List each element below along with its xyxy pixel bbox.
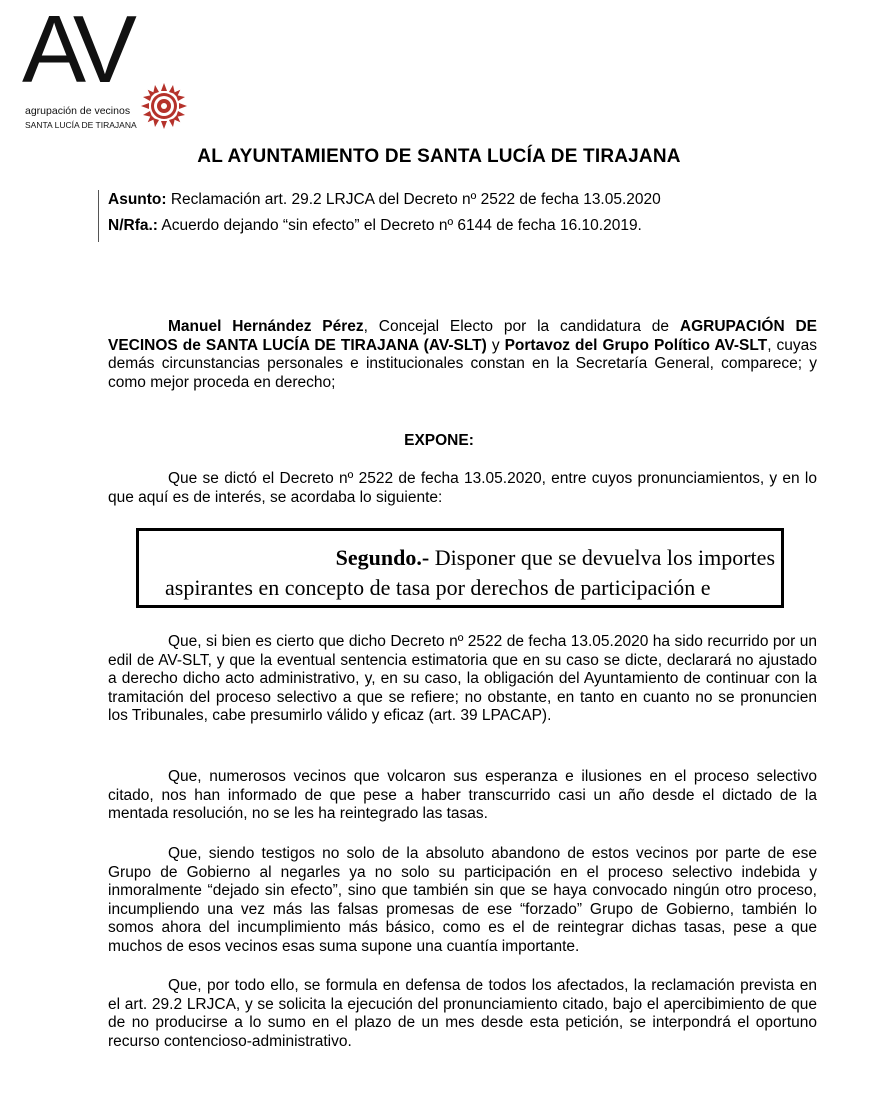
subject-label: Asunto: bbox=[108, 191, 167, 208]
logo-letters: AV bbox=[22, 0, 131, 103]
quote-line-1 bbox=[139, 543, 781, 573]
subject-text: Reclamación art. 29.2 LRJCA del Decreto nº 2522 de fecha 13.05.2020 bbox=[166, 191, 661, 208]
intro-text-2: y bbox=[486, 336, 505, 354]
logo-line-1: agrupación de vecinos bbox=[25, 105, 131, 117]
paragraph-1: Que se dictó el Decreto nº 2522 de fecha 13.05.2020, entre cuyos pronunciamientos, y en lo que aquí es de interés, se acordaba lo siguiente: bbox=[108, 470, 817, 506]
subject-line bbox=[108, 190, 700, 210]
reference-block bbox=[98, 190, 700, 242]
author-role: Portavoz del Grupo Político AV-SLT bbox=[504, 336, 768, 354]
section-heading: EXPONE: bbox=[404, 432, 474, 449]
quote-bold-label: Segundo.- bbox=[335, 545, 430, 570]
document-title: AL AYUNTAMIENTO DE SANTA LUCÍA DE TIRAJANA bbox=[197, 146, 681, 167]
logo-line-2: SANTA LUCÍA DE TIRAJANA bbox=[25, 120, 137, 130]
paragraph-2: Que, si bien es cierto que dicho Decreto nº 2522 de fecha 13.05.2020 ha sido recurrido por un edil de AV-SLT, y que la eventual sentencia estimatoria que en su caso se dicte, declarará no ajustado a derecho dicho acto administrativo, y, en su caso, la obligación del Ayuntamiento de continuar con la tramitación del proceso selectivo a que se refiere; no obstante, en tanto en cuanto no se pronuncien los Tribunales, cabe presumirlo válido y eficaz (art. 39 LPACAP). bbox=[108, 633, 817, 725]
reference-text: Acuerdo dejando “sin efecto” el Decreto nº 6144 de fecha 16.10.2019. bbox=[157, 217, 642, 234]
intro-paragraph bbox=[108, 318, 817, 392]
sun-emblem-icon bbox=[140, 82, 188, 130]
quote-line-1-text: Disponer que se devuelva los importes bbox=[429, 545, 775, 570]
intro-text-3: , cuyas demás circunstancias personales e institucionales constan en la Secretaría General, comparece; y como mejor proceda en derecho; bbox=[108, 336, 817, 391]
author-name: Manuel Hernández Pérez bbox=[168, 318, 364, 335]
organization-logo bbox=[22, 0, 202, 130]
quote-line-2: aspirantes en concepto de tasa por derechos de participación e bbox=[165, 575, 711, 600]
reference-line bbox=[108, 216, 700, 236]
party-name: AGRUPACIÓN DE VECINOS de SANTA LUCÍA DE TIRAJANA (AV-SLT) bbox=[108, 318, 818, 354]
intro-text-1: , Concejal Electo por la candidatura de bbox=[363, 318, 680, 335]
paragraph-5: Que, por todo ello, se formula en defensa de todos los afectados, la reclamación prevista en el art. 29.2 LRJCA, y se solicita la ejecución del pronunciamiento citado, bajo el apercibimiento de que de no producirse a lo sumo en el plazo de un mes desde esta petición, se interpondrá el oportuno recurso contencioso-administrativo. bbox=[108, 977, 817, 1050]
paragraph-3: Que, numerosos vecinos que volcaron sus esperanza e ilusiones en el proceso selectivo citado, nos han informado de que pese a haber transcurrido casi un año desde el dictado de la mentada resolución, no se les ha reintegrado las tasas. bbox=[108, 768, 817, 823]
paragraph-4: Que, siendo testigos no solo de la absoluto abandono de estos vecinos por parte de ese Grupo de Gobierno al negarles ya no solo su participación en el proceso selectivo indebida y inmoralmente “dejado sin efecto”, sino que también sin que se haya convocado ningún otro proceso, incumpliendo una vez más las falsas promesas de ese “forzado” Grupo de Gobierno, también lo somos ahora del incumplimiento más básico, como es el de reintegrar dichas tasas, pese a que muchos de esos vecinos esas suma supone una cuantía importante. bbox=[108, 845, 817, 955]
reference-label: N/Rfa.: bbox=[108, 217, 158, 234]
quoted-decree-excerpt bbox=[136, 528, 784, 608]
